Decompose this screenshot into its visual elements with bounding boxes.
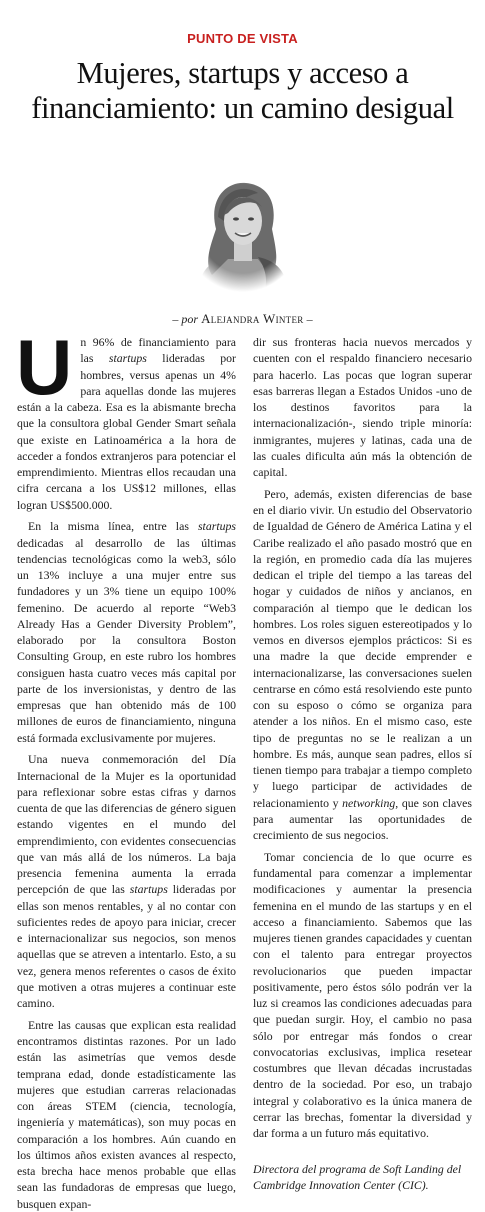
italic-term: startups <box>197 519 236 534</box>
byline-author: Alejandra Winter <box>201 311 304 326</box>
article-left-column <box>16 323 236 1212</box>
headline: Mujeres, startups y acceso a financiamiento: un camino desigual <box>31 56 454 125</box>
paragraph-text: Tomar conciencia de lo que ocurre es fundamental para comenzar a implementar modificaciones y aumentar la presencia femenina en el mundo de las startups y en el acceso a financiamiento. Sabemos que las mujeres tienen grandes capacidades y cuentan con el talento para entregar proyectos revolucionarios que pueden impactar positivamente, pero éstos sólo podrán ver la luz si creamos las condiciones adecuadas para que puedan surgir. Hoy, el cambio no pasa sólo por entregar más fondos o crear convocatorias exclusivas, implica resetear costumbres que llevan décadas incrustadas dentro de la sociedad. Por eso, un trabajo integral y colaborativo es la única manera de cerrar las brechas, fomentar la diversidad y dar forma a un futuro más equitativo. <box>253 849 472 1140</box>
byline-prefix: – por <box>172 312 199 326</box>
paragraph-text: , que son claves para aumentar las oportunidades de crecimiento de sus negocios. <box>253 795 472 842</box>
author-portrait <box>188 177 298 292</box>
article-paragraph <box>17 1017 236 1212</box>
paragraph-text: Una nueva conmemoración del Día Internacional de la Mujer es la oportunidad para reflexionar sobre estas cifras y darnos cuenta de que las diferencias de género siguen estando vigentes en el mundo del emprendimiento, con evidentes consecuencias que van más allá de los números. La baja presencia femenina aumenta la errada percepción de que las <box>17 752 236 897</box>
paragraph-text: En la misma línea, entre las <box>28 519 198 534</box>
section-label: PUNTO DE VISTA <box>187 31 298 46</box>
author-signature: Directora del programa de Soft Landing del Cambridge Innovation Center (CIC). <box>253 1162 462 1192</box>
paragraph-text: Pero, además, existen diferencias de base en el diario vivir. Un estudio del Observatorio de Igualdad de Género de América Latina y el Caribe realizado el año pasado mostró que en la región, en promedio cada día las mujeres dedican el triple del tiempo a las tareas del hogar y cuidados de niños y ancianos, en comparación al tiempo que le dedican los hombres. Los roles siguen estereotipados y lo vemos en diversos ejemplos prácticos: Si es una madre la que decide emprender e internacionalizarse, las conversaciones suelen centrarse en cómo está resolviendo este punto con su esposo o cómo se organiza para atender a los niños. En el mismo caso, este tipo de preguntas no se le realizan a un hombre. Es más, aunque sean padres, ellos sí tienen tiempo para trabajar a tiempo completo y luego participar de actividades de relacionamiento y <box>253 486 472 810</box>
paragraph-text: dedicadas al desarrollo de las últimas tendencias tecnológicas como la web3, sólo un 13% incluye a una mujer entre sus fundadores y un 3% tiene un equipo 100% femenino. De acuerdo al reporte “Web3 Already Has a Gender Diversity Problem”, elaborado por la consultora Boston Consulting Group, en este rubro los hombres consiguen hasta cuatro veces más capital por parte de los inversionistas, y dentro de las empresas que han obtenido más de 100 millones de euros de financiamiento, ninguna está formada exclusivamente por mujeres. <box>17 535 236 745</box>
drop-cap: U <box>16 323 73 411</box>
article-paragraph <box>253 334 472 480</box>
paragraph-text: Entre las causas que explican esta realidad encontramos distintas razones. Por un lado están las asimetrías que vemos desde temprana edad, donde estadísticamente las mujeres que estudian carreras relacionadas con áreas STEM (ciencia, tecnología, ingeniería y matemáticas), son muy pocas en comparación a los hombres. Aún cuando en los últimos años existen avances al respecto, esta brecha hace menos probable que ellas sean las fundadoras de empresas que luego, busquen expan- <box>17 1017 236 1211</box>
paragraph-text: lideradas por hombres, versus apenas un 4% para aquellas donde las mujeres están a la cabeza. Esa es la abismante brecha que la consultora global Gender Smart señala que existe en Latinoamérica a la hora de acceder a fondos extranjeros para potenciar el emprendimiento. Mientras ellos recaudan una cifra cercana a los US$12 millones, ellas logran US$500.000. <box>17 351 236 512</box>
byline-suffix: – <box>306 312 313 326</box>
paragraph-text: n 96% de financiamiento para las <box>80 335 236 366</box>
article-paragraph <box>253 486 472 844</box>
byline <box>0 311 485 327</box>
article-paragraph <box>253 849 472 1142</box>
italic-term: networking <box>342 795 396 810</box>
article-paragraph <box>16 323 236 513</box>
paragraph-text: lideradas por ellas son menos rentables, y al no contar con suficientes redes de apoyo para iniciar, crecer e internacionalizar sus negocios, son menos aquellas que se atreven a intentarlo. Esto, a su vez, genera menos referentes o casos de éxito que motiven a otras mujeres a continuar este camino. <box>17 882 236 1010</box>
italic-term: startups <box>108 351 147 366</box>
article-paragraph <box>17 751 236 1011</box>
italic-term: startups <box>129 882 168 897</box>
article-right-column <box>253 334 472 1141</box>
article-paragraph <box>17 518 236 746</box>
paragraph-text: dir sus fronteras hacia nuevos mercados y cuenten con el respaldo financiero necesario para hacerlo. Las pocas que logran superar esas barreras llegan a Estados Unidos -uno de los destinos favoritos para la internacionalización-, siendo triple minoría: inmigrantes, mujeres y latinas, cada una de las cuales dificulta aún más la obtención de capital. <box>253 335 472 479</box>
